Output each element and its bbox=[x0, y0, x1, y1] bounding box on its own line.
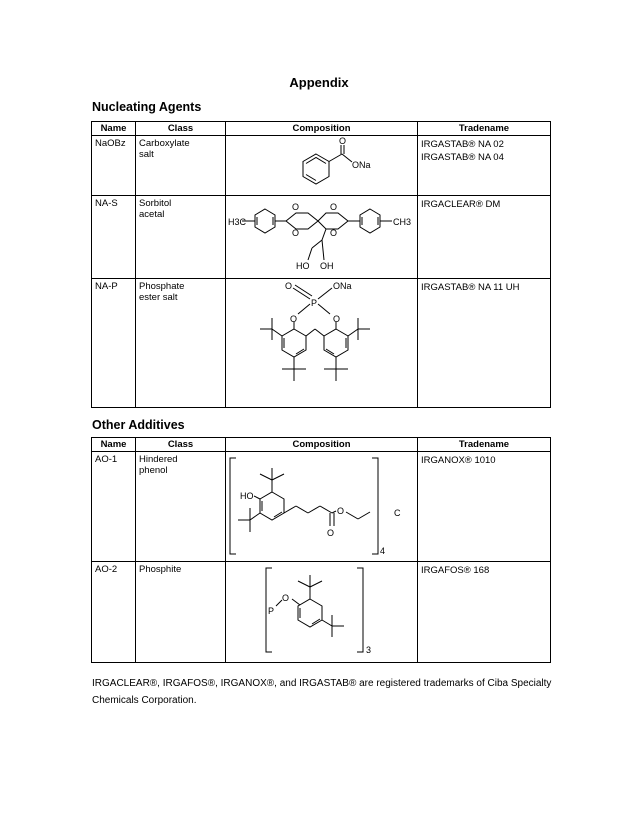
h3c-label: H3C bbox=[228, 217, 247, 227]
column-header-name: Name bbox=[92, 438, 136, 452]
composition-cell bbox=[226, 136, 418, 196]
tradename-line: IRGACLEAR® DM bbox=[421, 199, 501, 210]
row-class-line: Phosphite bbox=[139, 564, 182, 575]
tradename-line: IRGANOX® 1010 bbox=[421, 455, 496, 466]
oxygen-label: O bbox=[327, 528, 335, 538]
column-header-class: Class bbox=[136, 438, 226, 452]
row-class bbox=[136, 136, 226, 196]
ona-label: ONa bbox=[333, 281, 352, 291]
column-header-tradename: Tradename bbox=[418, 122, 551, 136]
tradename-line: IRGAFOS® 168 bbox=[421, 565, 490, 576]
oxygen-label: O bbox=[330, 228, 338, 238]
tradename-line: IRGASTAB® NA 04 bbox=[421, 152, 504, 163]
row-class-line: Phosphate bbox=[139, 281, 185, 292]
column-header-composition: Composition bbox=[226, 122, 418, 136]
carbon-label: C bbox=[394, 508, 401, 518]
tradename-line: IRGASTAB® NA 11 UH bbox=[421, 282, 520, 293]
column-header-composition: Composition bbox=[226, 438, 418, 452]
composition-cell bbox=[226, 279, 418, 408]
table-header-row bbox=[92, 438, 551, 452]
row-class-line: phenol bbox=[139, 465, 168, 476]
table-row bbox=[92, 562, 551, 663]
composition-cell bbox=[226, 196, 418, 279]
row-tradename bbox=[418, 562, 551, 663]
composition-cell bbox=[226, 452, 418, 562]
row-class bbox=[136, 196, 226, 279]
oxygen-label: O bbox=[292, 202, 300, 212]
hydroxyl-label: HO bbox=[240, 491, 254, 501]
subscript-label: 3 bbox=[366, 645, 372, 655]
oxygen-label: O bbox=[285, 281, 293, 291]
row-tradename bbox=[418, 196, 551, 279]
hydroxyl-label: OH bbox=[320, 261, 334, 271]
row-name: NaOBz bbox=[92, 136, 136, 196]
oxygen-label: O bbox=[337, 506, 345, 516]
composition-cell bbox=[226, 562, 418, 663]
row-class bbox=[136, 562, 226, 663]
column-header-class: Class bbox=[136, 122, 226, 136]
column-header-tradename: Tradename bbox=[418, 438, 551, 452]
row-tradename bbox=[418, 279, 551, 408]
row-class-line: ester salt bbox=[139, 292, 178, 303]
page-title: Appendix bbox=[289, 75, 349, 90]
table-header-row bbox=[92, 122, 551, 136]
row-name: NA-S bbox=[92, 196, 136, 279]
nucleating-agents-table bbox=[91, 121, 551, 408]
phosphorus-label: P bbox=[311, 298, 318, 308]
row-class-line: acetal bbox=[139, 209, 165, 220]
oxygen-label: O bbox=[339, 136, 347, 146]
row-class bbox=[136, 452, 226, 562]
row-class-line: salt bbox=[139, 149, 154, 160]
row-tradename bbox=[418, 452, 551, 562]
row-class-line: Hindered bbox=[139, 454, 178, 465]
hydroxyl-label: HO bbox=[296, 261, 310, 271]
sorbitol-acetal-structure bbox=[226, 196, 418, 278]
hindered-phenol-structure bbox=[226, 452, 418, 561]
subscript-label: 4 bbox=[380, 546, 386, 556]
oxygen-label: O bbox=[282, 593, 290, 603]
column-header-name: Name bbox=[92, 122, 136, 136]
row-class-line: Sorbitol bbox=[139, 198, 172, 209]
row-name: AO-1 bbox=[92, 452, 136, 562]
oxygen-label: O bbox=[290, 314, 298, 324]
trademark-footnote: IRGACLEAR®, IRGAFOS®, IRGANOX®, and IRGASTAB® are registered trademarks of Ciba Specialty Chemicals Corporation. bbox=[92, 678, 552, 706]
table-row bbox=[92, 136, 551, 196]
section-heading-other: Other Additives bbox=[92, 418, 185, 432]
oxygen-label: O bbox=[292, 228, 300, 238]
ona-label: ONa bbox=[352, 160, 371, 170]
phosphate-ester-structure bbox=[226, 279, 418, 407]
table-row bbox=[92, 452, 551, 562]
ch3-label: CH3 bbox=[393, 217, 412, 227]
other-additives-table bbox=[91, 437, 551, 663]
tradename-line: IRGASTAB® NA 02 bbox=[421, 139, 504, 150]
row-name: NA-P bbox=[92, 279, 136, 408]
row-class-line: Carboxylate bbox=[139, 138, 190, 149]
row-tradename bbox=[418, 136, 551, 196]
phosphorus-label: P bbox=[268, 606, 275, 616]
row-name: AO-2 bbox=[92, 562, 136, 663]
table-row bbox=[92, 279, 551, 408]
table-row bbox=[92, 196, 551, 279]
phosphite-structure bbox=[226, 562, 418, 662]
oxygen-label: O bbox=[330, 202, 338, 212]
sodium-benzoate-structure bbox=[226, 136, 418, 195]
section-heading-nucleating: Nucleating Agents bbox=[92, 100, 202, 114]
row-class bbox=[136, 279, 226, 408]
oxygen-label: O bbox=[333, 314, 341, 324]
